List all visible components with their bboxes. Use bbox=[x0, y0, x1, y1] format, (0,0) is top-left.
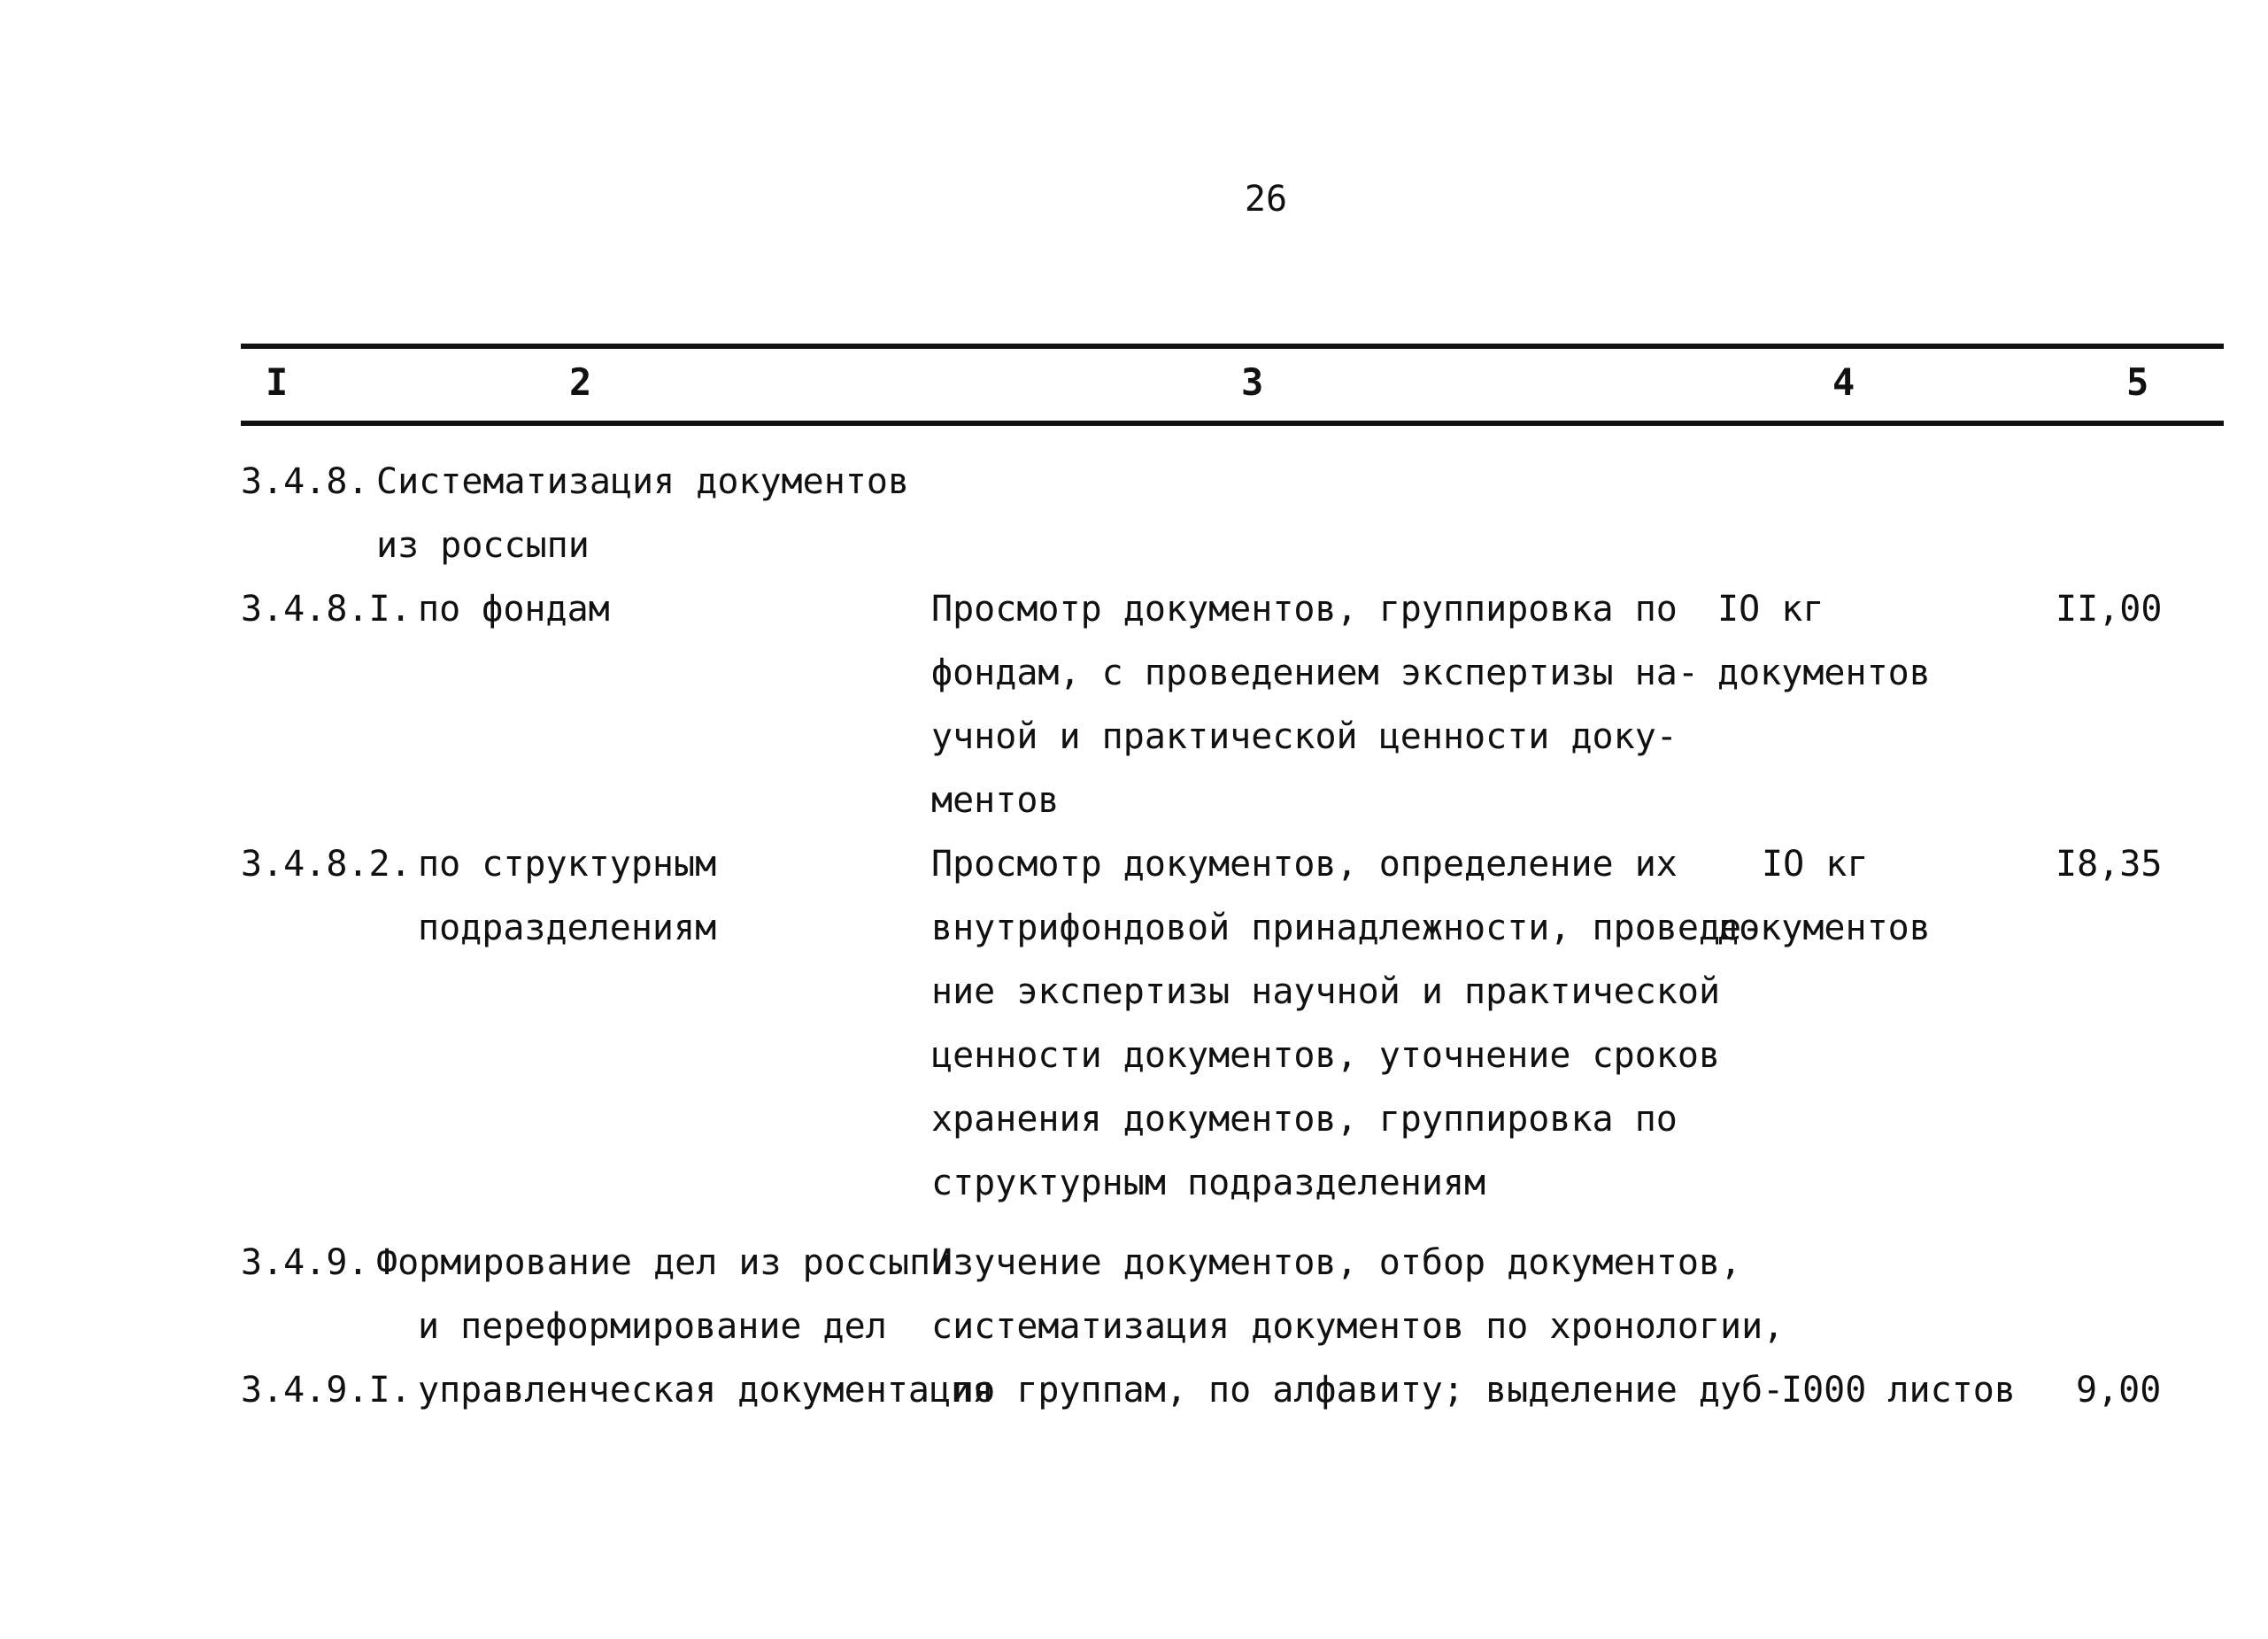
header-col-4: 4 bbox=[1832, 360, 1855, 404]
row-3-4-8-1-desc-line: фондам, с проведением экспертизы на- bbox=[931, 653, 1699, 693]
row-3-4-8-2-unit: документов bbox=[1717, 908, 1931, 948]
row-3-4-8-1-code: 3.4.8.I. bbox=[241, 589, 412, 630]
row-3-4-8-title: Систематизация документов bbox=[376, 461, 910, 502]
row-3-4-9-1-title: управленческая документация bbox=[418, 1370, 994, 1411]
row-3-4-8-2-value: I8,35 bbox=[2056, 844, 2163, 885]
row-3-4-8-2-desc-line: ценности документов, уточнение сроков bbox=[931, 1035, 1721, 1076]
row-3-4-9-desc-line: Изучение документов, отбор документов, bbox=[931, 1242, 1742, 1283]
row-3-4-8-2-unit: IO кг bbox=[1762, 844, 1869, 885]
table-header-rule bbox=[241, 421, 2224, 426]
row-3-4-8-1-value: II,00 bbox=[2056, 589, 2163, 630]
row-3-4-9-1-value: 9,00 bbox=[2076, 1370, 2162, 1411]
header-col-5: 5 bbox=[2126, 360, 2149, 404]
row-3-4-9-1-code: 3.4.9.I. bbox=[241, 1370, 412, 1411]
header-col-1: I bbox=[266, 360, 289, 404]
row-3-4-8-code: 3.4.8. bbox=[241, 461, 369, 502]
row-3-4-8-2-desc-line: хранения документов, группировка по bbox=[931, 1099, 1678, 1140]
row-3-4-8-1-unit: IO кг bbox=[1717, 589, 1824, 630]
row-3-4-8-1-desc-line: Просмотр документов, группировка по bbox=[931, 589, 1678, 630]
page-number: 26 bbox=[1244, 179, 1288, 220]
row-3-4-9-desc-line: систематизация документов по хронологии, bbox=[931, 1306, 1785, 1347]
row-3-4-8-2-desc-line: внутрифондовой принадлежности, проведе- bbox=[931, 908, 1763, 948]
row-3-4-8-2-desc-line: структурным подразделениям bbox=[931, 1163, 1486, 1203]
row-3-4-8-1-desc-line: ментов bbox=[931, 780, 1060, 821]
header-col-2: 2 bbox=[569, 360, 592, 404]
row-3-4-8-2-title: подразделениям bbox=[418, 908, 717, 948]
row-3-4-8-1-title: по фондам bbox=[418, 589, 610, 630]
row-3-4-8-2-desc-line: Просмотр документов, определение их bbox=[931, 844, 1678, 885]
row-3-4-9-1-unit: I000 листов bbox=[1781, 1370, 2016, 1411]
row-3-4-8-2-desc-line: ние экспертизы научной и практической bbox=[931, 971, 1721, 1012]
row-3-4-8-2-code: 3.4.8.2. bbox=[241, 844, 412, 885]
row-3-4-8-2-title: по структурным bbox=[418, 844, 717, 885]
row-3-4-9-1-desc-line: по группам, по алфавиту; выделение дуб- bbox=[953, 1370, 1785, 1411]
table-top-rule bbox=[241, 344, 2224, 349]
row-3-4-9-code: 3.4.9. bbox=[241, 1242, 369, 1283]
header-col-3: 3 bbox=[1241, 360, 1264, 404]
row-3-4-9-title: Формирование дел из россыпи bbox=[376, 1242, 953, 1283]
row-3-4-8-title: из россыпи bbox=[376, 525, 590, 566]
row-3-4-8-1-desc-line: учной и практической ценности доку- bbox=[931, 716, 1678, 757]
row-3-4-8-1-unit: документов bbox=[1717, 653, 1931, 693]
row-3-4-9-title: и переформирование дел bbox=[418, 1306, 887, 1347]
